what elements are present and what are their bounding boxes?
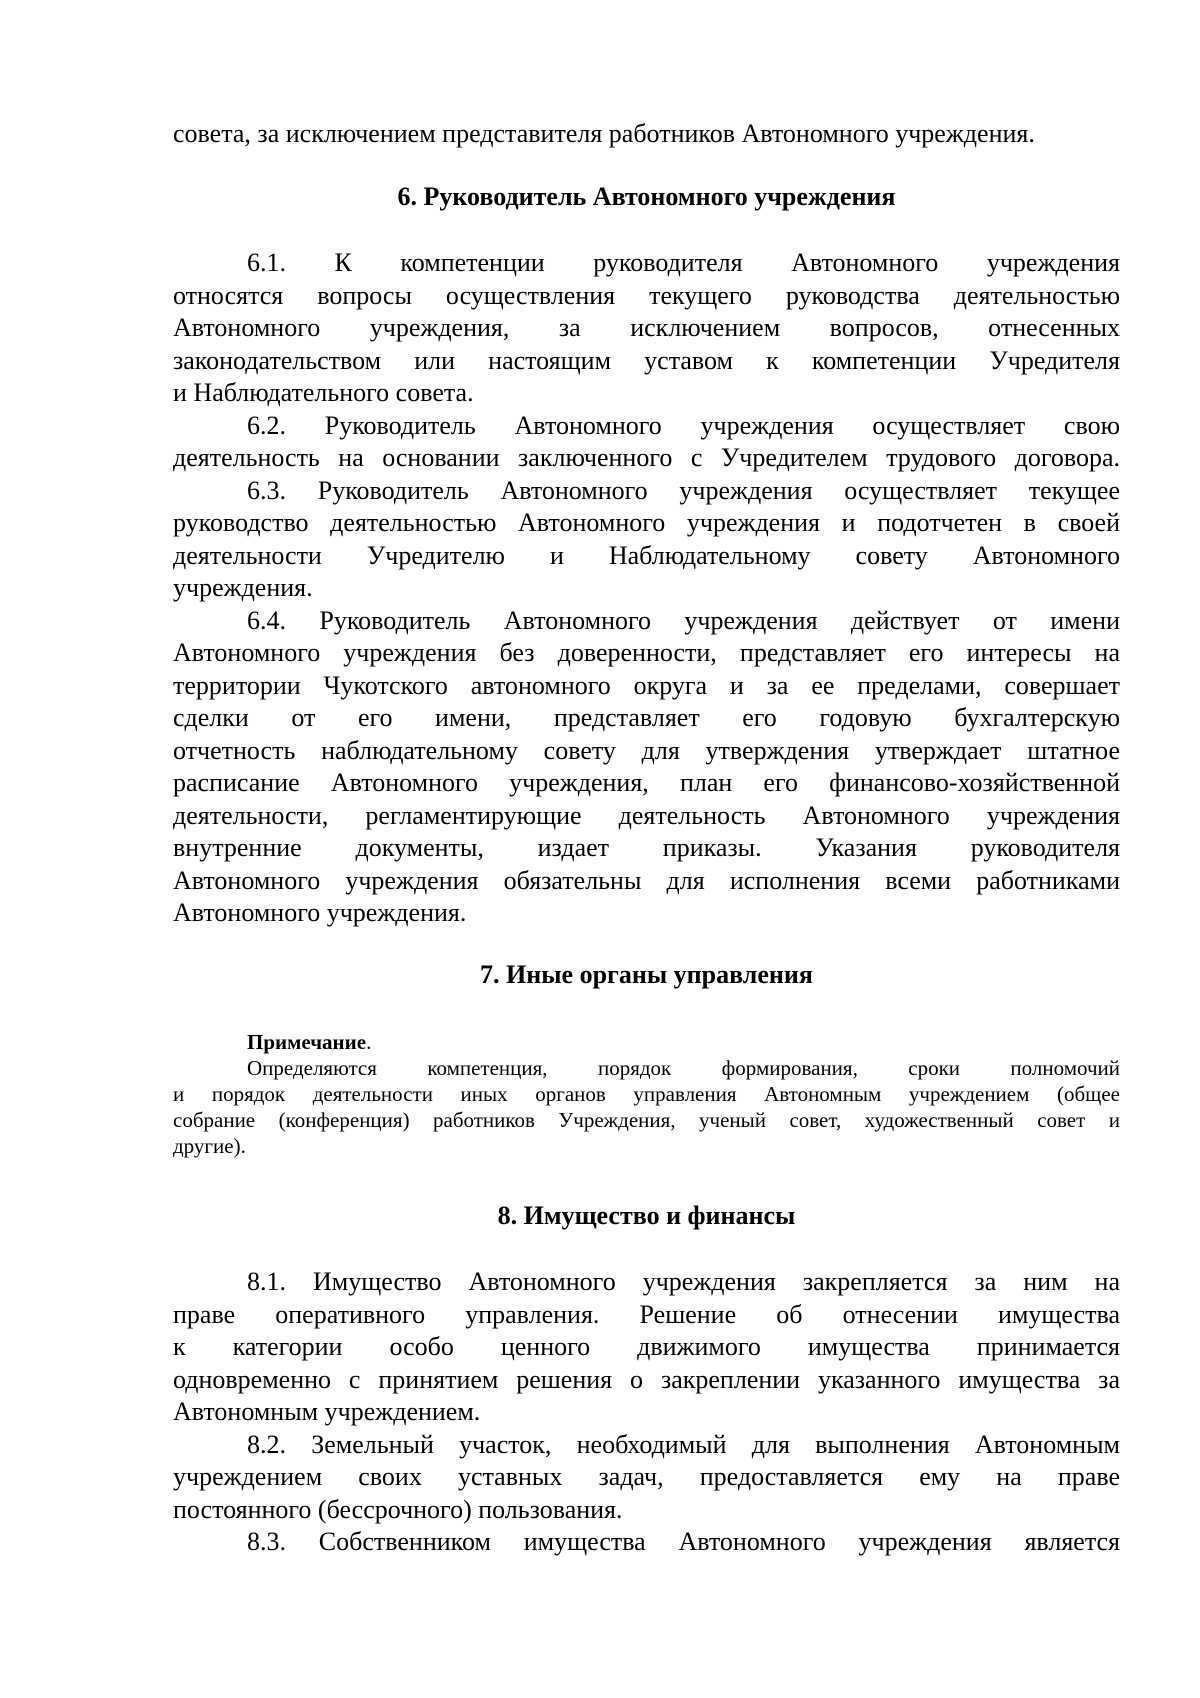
text-line: и Наблюдательного совета. — [173, 378, 474, 407]
text-line: 6.3. Руководитель Автономного учреждения осуществляет текущее — [247, 475, 1120, 505]
note-title-dot: . — [366, 1030, 372, 1054]
text-line: учреждением своих уставных задач, предоставляется ему на праве — [173, 1462, 1120, 1491]
text-line: 8.2. Земельный участок, необходимый для выполнения Автономным — [247, 1429, 1120, 1459]
text-line: руководство деятельностью Автономного учреждения и подотчетен в своей — [173, 508, 1120, 537]
text-line: Автономного учреждения, за исключением вопросов, отнесенных — [173, 313, 1120, 342]
note-line: и порядок деятельности иных органов управления Автономным учреждением (общее — [173, 1082, 1120, 1106]
text-line: учреждения. — [173, 573, 313, 602]
section-7-heading: 7. Иные органы управления — [480, 960, 813, 989]
text-line: одновременно с принятием решения о закреплении указанного имущества за — [173, 1364, 1120, 1394]
text-line: деятельности Учредителю и Наблюдательному совету Автономного — [173, 540, 1120, 570]
text-line: 6.2. Руководитель Автономного учреждения осуществляет свою — [247, 410, 1120, 440]
text-line: деятельности, регламентирующие деятельность Автономного учреждения — [173, 800, 1120, 830]
section-6-heading: 6. Руководитель Автономного учреждения — [397, 182, 896, 211]
note-title-text: Примечание — [247, 1030, 367, 1054]
text-line: 8.1. Имущество Автономного учреждения закрепляется за ним на — [247, 1267, 1120, 1296]
text-line: праве оперативного управления. Решение об отнесении имущества — [173, 1299, 1120, 1329]
continuation-paragraph — [173, 118, 1120, 151]
text-line: к категории особо ценного движимого имущества принимается — [173, 1332, 1120, 1361]
text-line: территории Чукотского автономного округа и за ее пределами, совершает — [173, 670, 1120, 700]
text-line: 6.1. К компетенции руководителя Автономного учреждения — [247, 248, 1120, 277]
text-line: Автономного учреждения без доверенности, представляет его интересы на — [173, 638, 1120, 667]
section-6-body — [173, 247, 1120, 930]
text-line: сделки от его имени, представляет его годовую бухгалтерскую — [173, 703, 1120, 732]
text-line: законодательством или настоящим уставом к компетенции Учредителя — [173, 345, 1120, 375]
text-line: Автономным учреждением. — [173, 1397, 481, 1426]
note-line: другие). — [173, 1134, 246, 1158]
text-line: отчетность наблюдательному совету для утверждения утверждает штатное — [173, 735, 1120, 765]
text-line: Автономного учреждения обязательны для исполнения всеми работниками — [173, 865, 1120, 895]
note-line: Определяются компетенция, порядок формирования, сроки полномочий — [247, 1056, 1120, 1080]
text-line: совета, за исключением представителя работников Автономного учреждения. — [173, 119, 1035, 148]
text-line: 6.4. Руководитель Автономного учреждения действует от имени — [247, 605, 1120, 635]
note-line: собрание (конференция) работников Учреждения, ученый совет, художественный совет и — [173, 1108, 1120, 1132]
note-title — [173, 1029, 1120, 1055]
text-line: расписание Автономного учреждения, план его финансово-хозяйственной — [173, 768, 1120, 797]
text-line: постоянного (бессрочного) пользования. — [173, 1494, 623, 1524]
text-line: относятся вопросы осуществления текущего руководства деятельностью — [173, 280, 1120, 310]
section-8-heading: 8. Имущество и финансы — [497, 1201, 796, 1230]
section-8-body — [173, 1266, 1120, 1559]
text-line: внутренние документы, издает приказы. Указания руководителя — [173, 833, 1120, 862]
section-7-note — [173, 1029, 1120, 1159]
text-line: 8.3. Собственником имущества Автономного учреждения является — [247, 1527, 1120, 1556]
text-line: Автономного учреждения. — [173, 898, 467, 927]
text-line: деятельность на основании заключенного с Учредителем трудового договора. — [173, 443, 1120, 472]
